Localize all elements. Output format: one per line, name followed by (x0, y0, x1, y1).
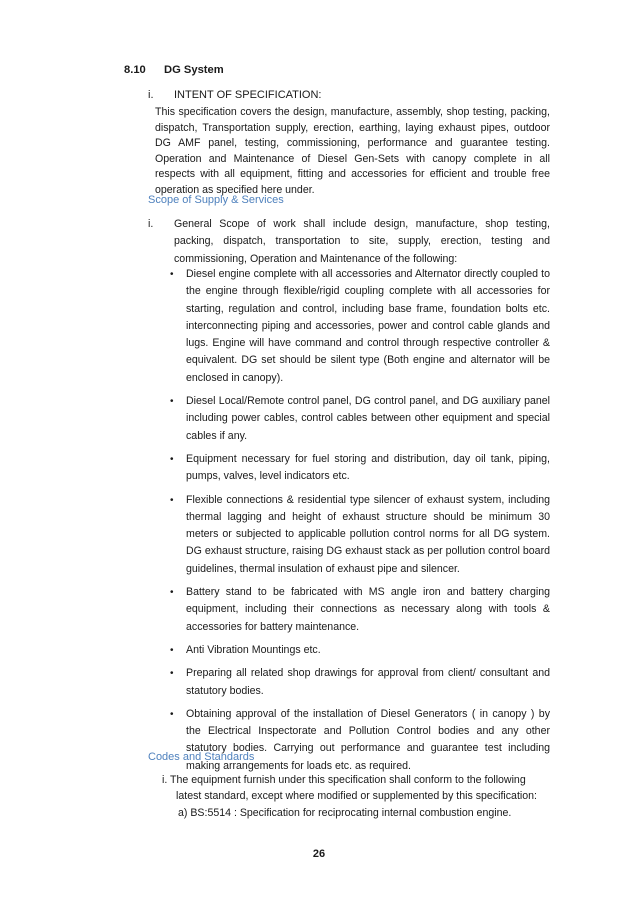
section-heading: DG System (164, 64, 224, 76)
intent-heading-text: INTENT OF SPECIFICATION: (174, 89, 322, 101)
bullet-icon: • (170, 453, 174, 465)
scope-bullet-list (168, 266, 550, 775)
intent-heading (148, 89, 322, 101)
list-item: • Diesel engine complete with all accessories and Alternator directly coupled to the engine through flexible/rigid coupling complete with all accessories for starting, regulation and control, including base frame, foundation bolts etc. interconnecting piping and accessories, power and control cable glands and lugs. Engine will have command and control through respective controller & equivalent. DG set should be silent type (Both engine and alternator will be enclosed in canopy). (170, 268, 550, 384)
list-item: • Obtaining approval of the installation of Diesel Generators ( in canopy ) by the Electrical Inspectorate and Pollution Control bodies and any other statutory bodies. Carrying out performance and guarantee test including making arrangements for loads etc. as required. (170, 707, 550, 772)
bullet-icon: • (170, 494, 174, 506)
list-item: • Diesel Local/Remote control panel, DG control panel, and DG auxiliary panel including power cables, control cables between other equipment and special cables if any. (170, 395, 550, 442)
page-number: 26 (312, 848, 326, 860)
intent-numeral: i. (148, 89, 154, 101)
codes-line-2: latest standard, except where modified or supplemented by this specification: (176, 790, 537, 802)
bullet-icon: • (170, 708, 174, 720)
section-title (124, 64, 224, 76)
scope-intro-text: General Scope of work shall include design, manufacture, shop testing, packing, dispatch, transportation to site, supply, erection, testing and commissioning, Operation and Maintenance of the following: (174, 218, 550, 265)
bullet-icon: • (170, 269, 174, 280)
codes-item-a: a) BS:5514 : Specification for reciprocating internal combustion engine. (178, 807, 512, 819)
section-number: 8.10 (124, 64, 146, 76)
list-item: • Anti Vibration Mountings etc. (168, 642, 550, 659)
list-item: • Flexible connections & residential type silencer of exhaust system, including thermal lagging and height of exhaust structure should be minimum 30 meters or subjected to applicable pollution control norms for all DG system. DG exhaust structure, raising DG exhaust stack as per pollution control board guidelines, thermal insulation of exhaust pipe and silencer. (170, 493, 550, 575)
codes-heading: Codes and Standards (148, 751, 255, 763)
list-item: • Equipment necessary for fuel storing and distribution, day oil tank, piping, pumps, valves, level indicators etc. (170, 452, 550, 483)
codes-paragraph (162, 772, 550, 804)
scope-intro (148, 216, 550, 268)
bullet-icon: • (170, 644, 174, 656)
scope-numeral: i. (148, 218, 154, 230)
list-item: • Preparing all related shop drawings for approval from client/ consultant and statutory bodies. (170, 667, 550, 697)
bullet-icon: • (170, 587, 174, 599)
codes-line-1: i. The equipment furnish under this specification shall conform to the following (162, 774, 526, 786)
bullet-icon: • (170, 396, 174, 408)
bullet-icon: • (170, 668, 174, 680)
intent-paragraph: This specification covers the design, manufacture, assembly, shop testing, packing, dispatch, Transportation supply, erection, earthing, laying exhaust pipes, outdoor DG AMF panel, testing, commissioning, performance and guarantee testing. Operation and Maintenance of Diesel Gen-Sets with canopy complete in all respects with all equipment, fitting and accessories for efficient and trouble free operation as specified here under. (155, 106, 550, 196)
scope-heading: Scope of Supply & Services (148, 194, 284, 206)
list-item: • Battery stand to be fabricated with MS angle iron and battery charging equipment, including their connections as necessary along with tools & accessories for battery maintenance. (170, 586, 550, 633)
